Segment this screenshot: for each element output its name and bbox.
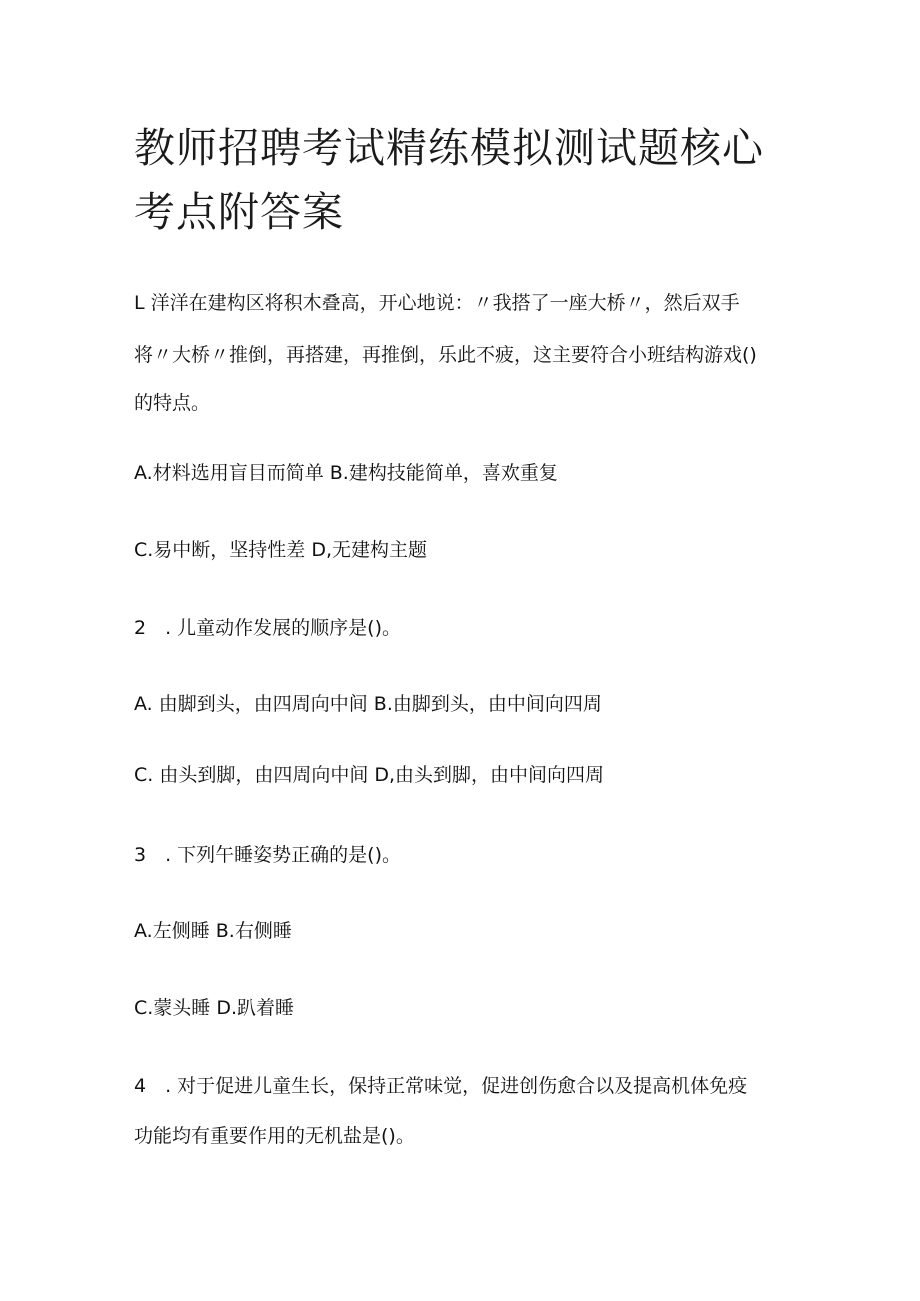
page-title <box>134 116 814 244</box>
question-1-line-3: 的特点。 <box>134 392 211 414</box>
question-1-line-1: L 洋洋在建构区将积木叠高，开心地说：〃我搭了一座大桥〃，然后双手 <box>134 292 740 314</box>
question-1-line-2: 将〃大桥〃推倒，再搭建，再推倒，乐此不疲，这主要符合小班结构游戏() <box>134 344 757 366</box>
title-line-2: 考点附答案 <box>134 188 344 236</box>
question-1-options-cd: C.易中断，坚持性差 D,无建构主题 <box>134 539 428 561</box>
question-2-options-ab: A. 由脚到头，由四周向中间 B.由脚到头，由中间向四周 <box>134 693 602 715</box>
question-3-options-cd: C.蒙头睡 D.趴着睡 <box>134 997 295 1019</box>
title-line-1: 教师招聘考试精练模拟测试题核心 <box>134 124 764 172</box>
question-2-options-cd: C. 由头到脚，由四周向中间 D,由头到脚，由中间向四周 <box>134 764 605 786</box>
question-3-options-ab: A.左侧睡 B.右侧睡 <box>134 920 292 942</box>
question-4-line-1: 4 . 对于促进儿童生长，保持正常味觉，促进创伤愈合以及提高机体免疫 <box>134 1075 748 1097</box>
question-4-line-2: 功能均有重要作用的无机盐是()。 <box>134 1125 415 1147</box>
question-3-stem: 3 . 下列午睡姿势正确的是()。 <box>134 844 401 866</box>
question-2-stem: 2 . 儿童动作发展的顺序是()。 <box>134 617 401 639</box>
question-1-options-ab: A.材料选用盲目而简单 B.建构技能简单，喜欢重复 <box>134 462 558 484</box>
